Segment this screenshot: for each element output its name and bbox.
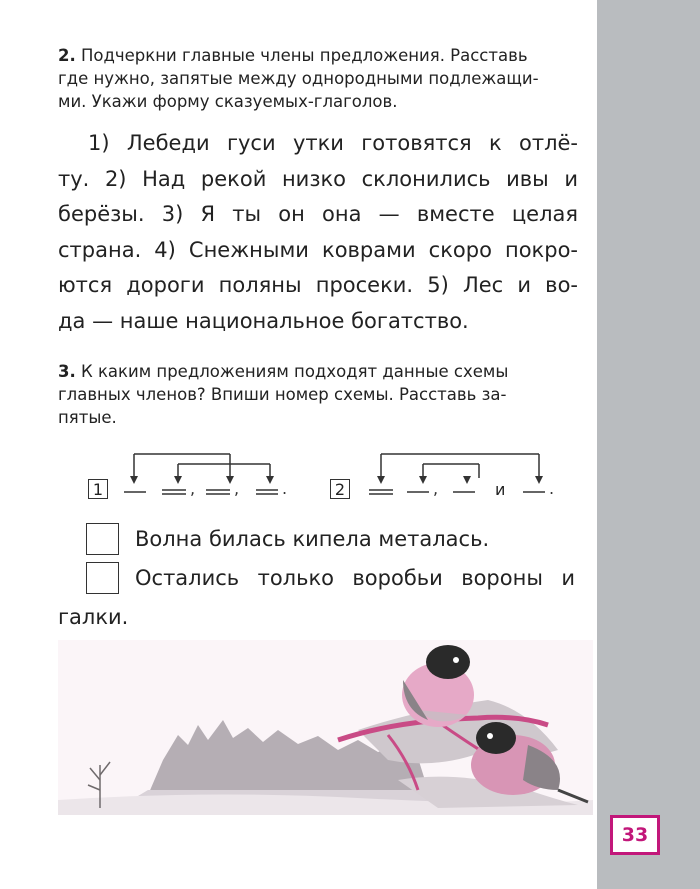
task2-instruction-line: ми. Укажи форму сказуемых-глаголов.	[58, 92, 398, 111]
page-number: 33	[610, 815, 660, 855]
task2-text-line: берёзы. 3) Я ты он она — вместе целая	[58, 202, 578, 226]
task3-instruction	[58, 360, 588, 429]
sentence-1: Волна билась кипела металась.	[135, 527, 490, 551]
task2-text-line: да — наше национальное богатство.	[58, 308, 469, 333]
task2-instruction	[58, 44, 588, 113]
svg-text:.: .	[282, 479, 288, 498]
scheme2-number: 2	[330, 479, 350, 499]
task3-instruction-line: пятые.	[58, 408, 117, 427]
scheme2-diagram	[355, 440, 570, 505]
scheme1-number: 1	[88, 479, 108, 499]
answer-box-1[interactable]	[86, 523, 119, 555]
task2-text-line: 1) Лебеди гуси утки готовятся к отлё-	[88, 131, 578, 155]
sentence-2: Остались только воробьи вороны и	[135, 566, 575, 590]
task2-text	[58, 126, 578, 339]
svg-text:.: .	[549, 479, 555, 498]
task2-text-line: страна. 4) Снежными коврами скоро покро-	[58, 237, 578, 262]
task2-instruction-line: где нужно, запятые между однородными подлежащи-	[58, 69, 539, 88]
answer-box-2[interactable]	[86, 562, 119, 594]
page-sidebar	[597, 0, 700, 889]
svg-text:,: ,	[234, 479, 240, 498]
scheme2-conjunction: и	[495, 480, 506, 499]
task3-instruction-line: К каким предложениям подходят данные схемы	[81, 362, 509, 381]
task2-instruction-line: Подчеркни главные члены предложения. Расставь	[81, 46, 528, 65]
task2-text-line: ту. 2) Над рекой низко склонились ивы и	[58, 166, 578, 191]
task3-number: 3.	[58, 362, 76, 381]
scheme1-diagram	[110, 440, 300, 505]
task2-number: 2.	[58, 46, 76, 65]
sentence-2-tail: галки.	[58, 605, 129, 629]
svg-text:,: ,	[433, 479, 439, 498]
task2-text-line: ются дороги поляны просеки. 5) Лес и во-	[58, 273, 578, 297]
task3-instruction-line: главных членов? Впиши номер схемы. Расставь за-	[58, 385, 507, 404]
winter-illustration	[58, 640, 593, 815]
svg-text:,: ,	[190, 479, 196, 498]
